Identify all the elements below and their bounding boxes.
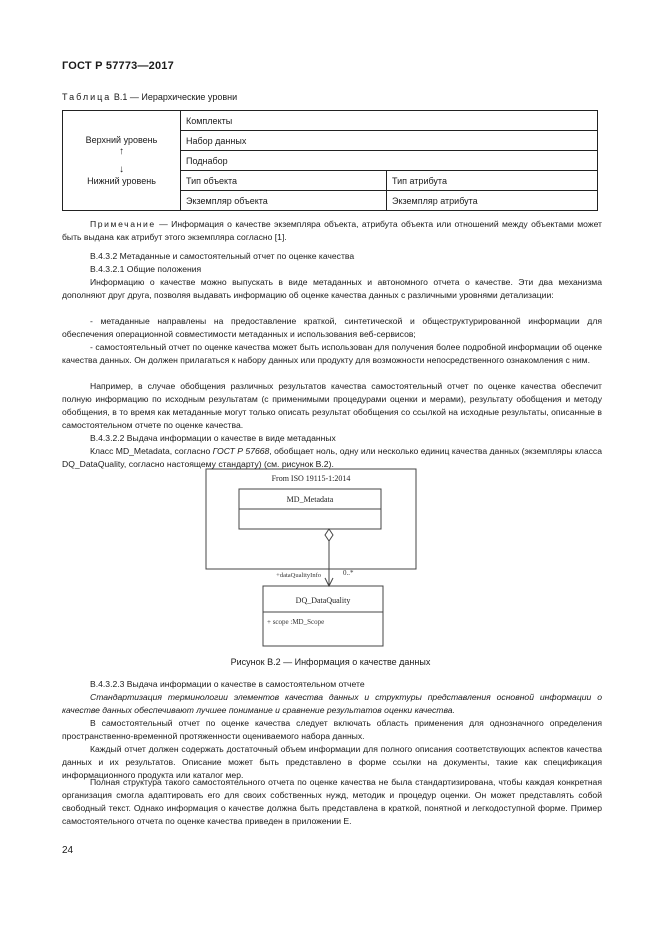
level-cell: Экземпляр атрибута (387, 191, 598, 211)
level-cell: Набор данных (181, 131, 598, 151)
paragraph-text: Класс MD_Metadata, согласно (90, 446, 213, 456)
bottom-level-label: Нижний уровень (87, 175, 156, 186)
note-label: Примечание (90, 219, 156, 229)
dq-dataquality-class (263, 586, 383, 646)
package-frame (206, 469, 416, 569)
list-item: - метаданные направлены на предоставление краткой, синтетической и общеструктурированной информации для обеспечения операционной совместимости метаданных и использования веб-сервисов; (62, 316, 602, 339)
paragraph: В самостоятельный отчет по оценке качества следует включать область применения для однозначного определения пространственно-временной протяженности оцениваемого набора данных. (62, 718, 602, 741)
paragraph: Информацию о качестве можно выпускать в виде метаданных и автономного отчета о качестве. Эти два механизма дополняют друг друга, позволяя выдавать информацию об оценке качества данных с различными уровнями детализации: (62, 277, 602, 300)
heading-b432: В.4.3.2 Метаданные и самостоятельный отчет по оценке качества (90, 251, 355, 261)
table-caption (62, 92, 237, 102)
table-note (62, 218, 602, 244)
level-cell: Комплекты (181, 111, 598, 131)
association-role: +dataQualityInfo (276, 572, 321, 579)
paragraph-text: , обобщает ноль, одну или несколько единиц качества данных (экземпляры класса DQ_DataQuality, согласно настоящему стандарту) (см. рисунок В.2). (62, 446, 603, 469)
association-multiplicity: 0..* (343, 569, 354, 577)
level-cell: Тип атрибута (387, 171, 598, 191)
table-caption-prefix: Таблица (62, 92, 112, 102)
uml-diagram (205, 468, 417, 648)
figure-caption: Рисунок В.2 — Информация о качестве данных (230, 657, 431, 667)
heading-b4323: В.4.3.2.3 Выдача информации о качестве в самостоятельном отчете (90, 679, 365, 689)
level-cell: Поднабор (181, 151, 598, 171)
table-caption-number: В.1 (113, 92, 128, 102)
paragraph: Стандартизация терминологии элементов качества данных и структуры представления основной информации о качестве данных обеспечивают лучшее понимание и сравнение результатов оценки качества. (62, 692, 602, 715)
top-level-label: Верхний уровень (85, 134, 158, 145)
up-arrow-icon: ↑ (119, 145, 124, 157)
table-caption-title: — Иерархические уровни (129, 92, 238, 102)
hierarchy-table (62, 110, 598, 211)
class-attribute: + scope :MD_Scope (267, 618, 325, 626)
md-metadata-class-name: MD_Metadata (286, 495, 334, 504)
heading-b4321: В.4.3.2.1 Общие положения (90, 264, 202, 274)
paragraph: Каждый отчет должен содержать достаточный объем информации для полного описания соответствующих аспектов качества данных и их результатов. Описание может быть представлено в форме ссылки на документы, такие как спецификация информационного продукта или каталог мер. (62, 744, 602, 780)
package-title: From ISO 19115-1:2014 (271, 474, 351, 483)
table-row (63, 111, 598, 131)
dq-dataquality-class-name: DQ_DataQuality (295, 596, 351, 605)
page-number: 24 (62, 845, 74, 856)
standard-reference: ГОСТ Р 57668 (212, 446, 270, 456)
down-arrow-icon: ↓ (119, 163, 124, 175)
heading-b4322: В.4.3.2.2 Выдача информации о качестве в виде метаданных (90, 433, 336, 443)
aggregation-diamond-icon (325, 529, 333, 541)
note-text: — Информация о качестве экземпляра объекта, атрибута объекта или отношений между объектами может быть выдана как атрибут этого экземпляра согласно [1]. (62, 219, 602, 242)
level-cell: Тип объекта (181, 171, 387, 191)
document-header: ГОСТ Р 57773—2017 (62, 60, 174, 72)
level-axis-cell (63, 111, 181, 211)
list-item: - самостоятельный отчет по оценке качества может быть использован для получения более подробной информации об оценке качества данных. Он должен прилагаться к набору данных или продукту для возможности непосредственного ознакомления с ним. (62, 342, 602, 365)
paragraph: Например, в случае обобщения различных результатов качества самостоятельный отчет по оценке качества обеспечит полную информацию по исходным результатам (с применимыми процедурами оценки и мерами), результату обобщения и методу обобщения, в то время как метаданные могут только описать результат обобщения со ссылкой на исходные результаты, описанные в самостоятельном отчете по оценке качества. (62, 381, 602, 430)
paragraph: Полная структура такого самостоятельного отчета по оценке качества не была стандартизирована, чтобы каждая конкретная организация смогла адаптировать его для своих собственных нужд, методик и процедур оценки. Он может представлять собой свободный текст. Однако информация о качестве должна быть представлена в краткой, понятной и легкодоступной форме. Пример самостоятельного отчета по оценке качества приведен в приложении Е. (62, 777, 602, 826)
level-cell: Экземпляр объекта (181, 191, 387, 211)
